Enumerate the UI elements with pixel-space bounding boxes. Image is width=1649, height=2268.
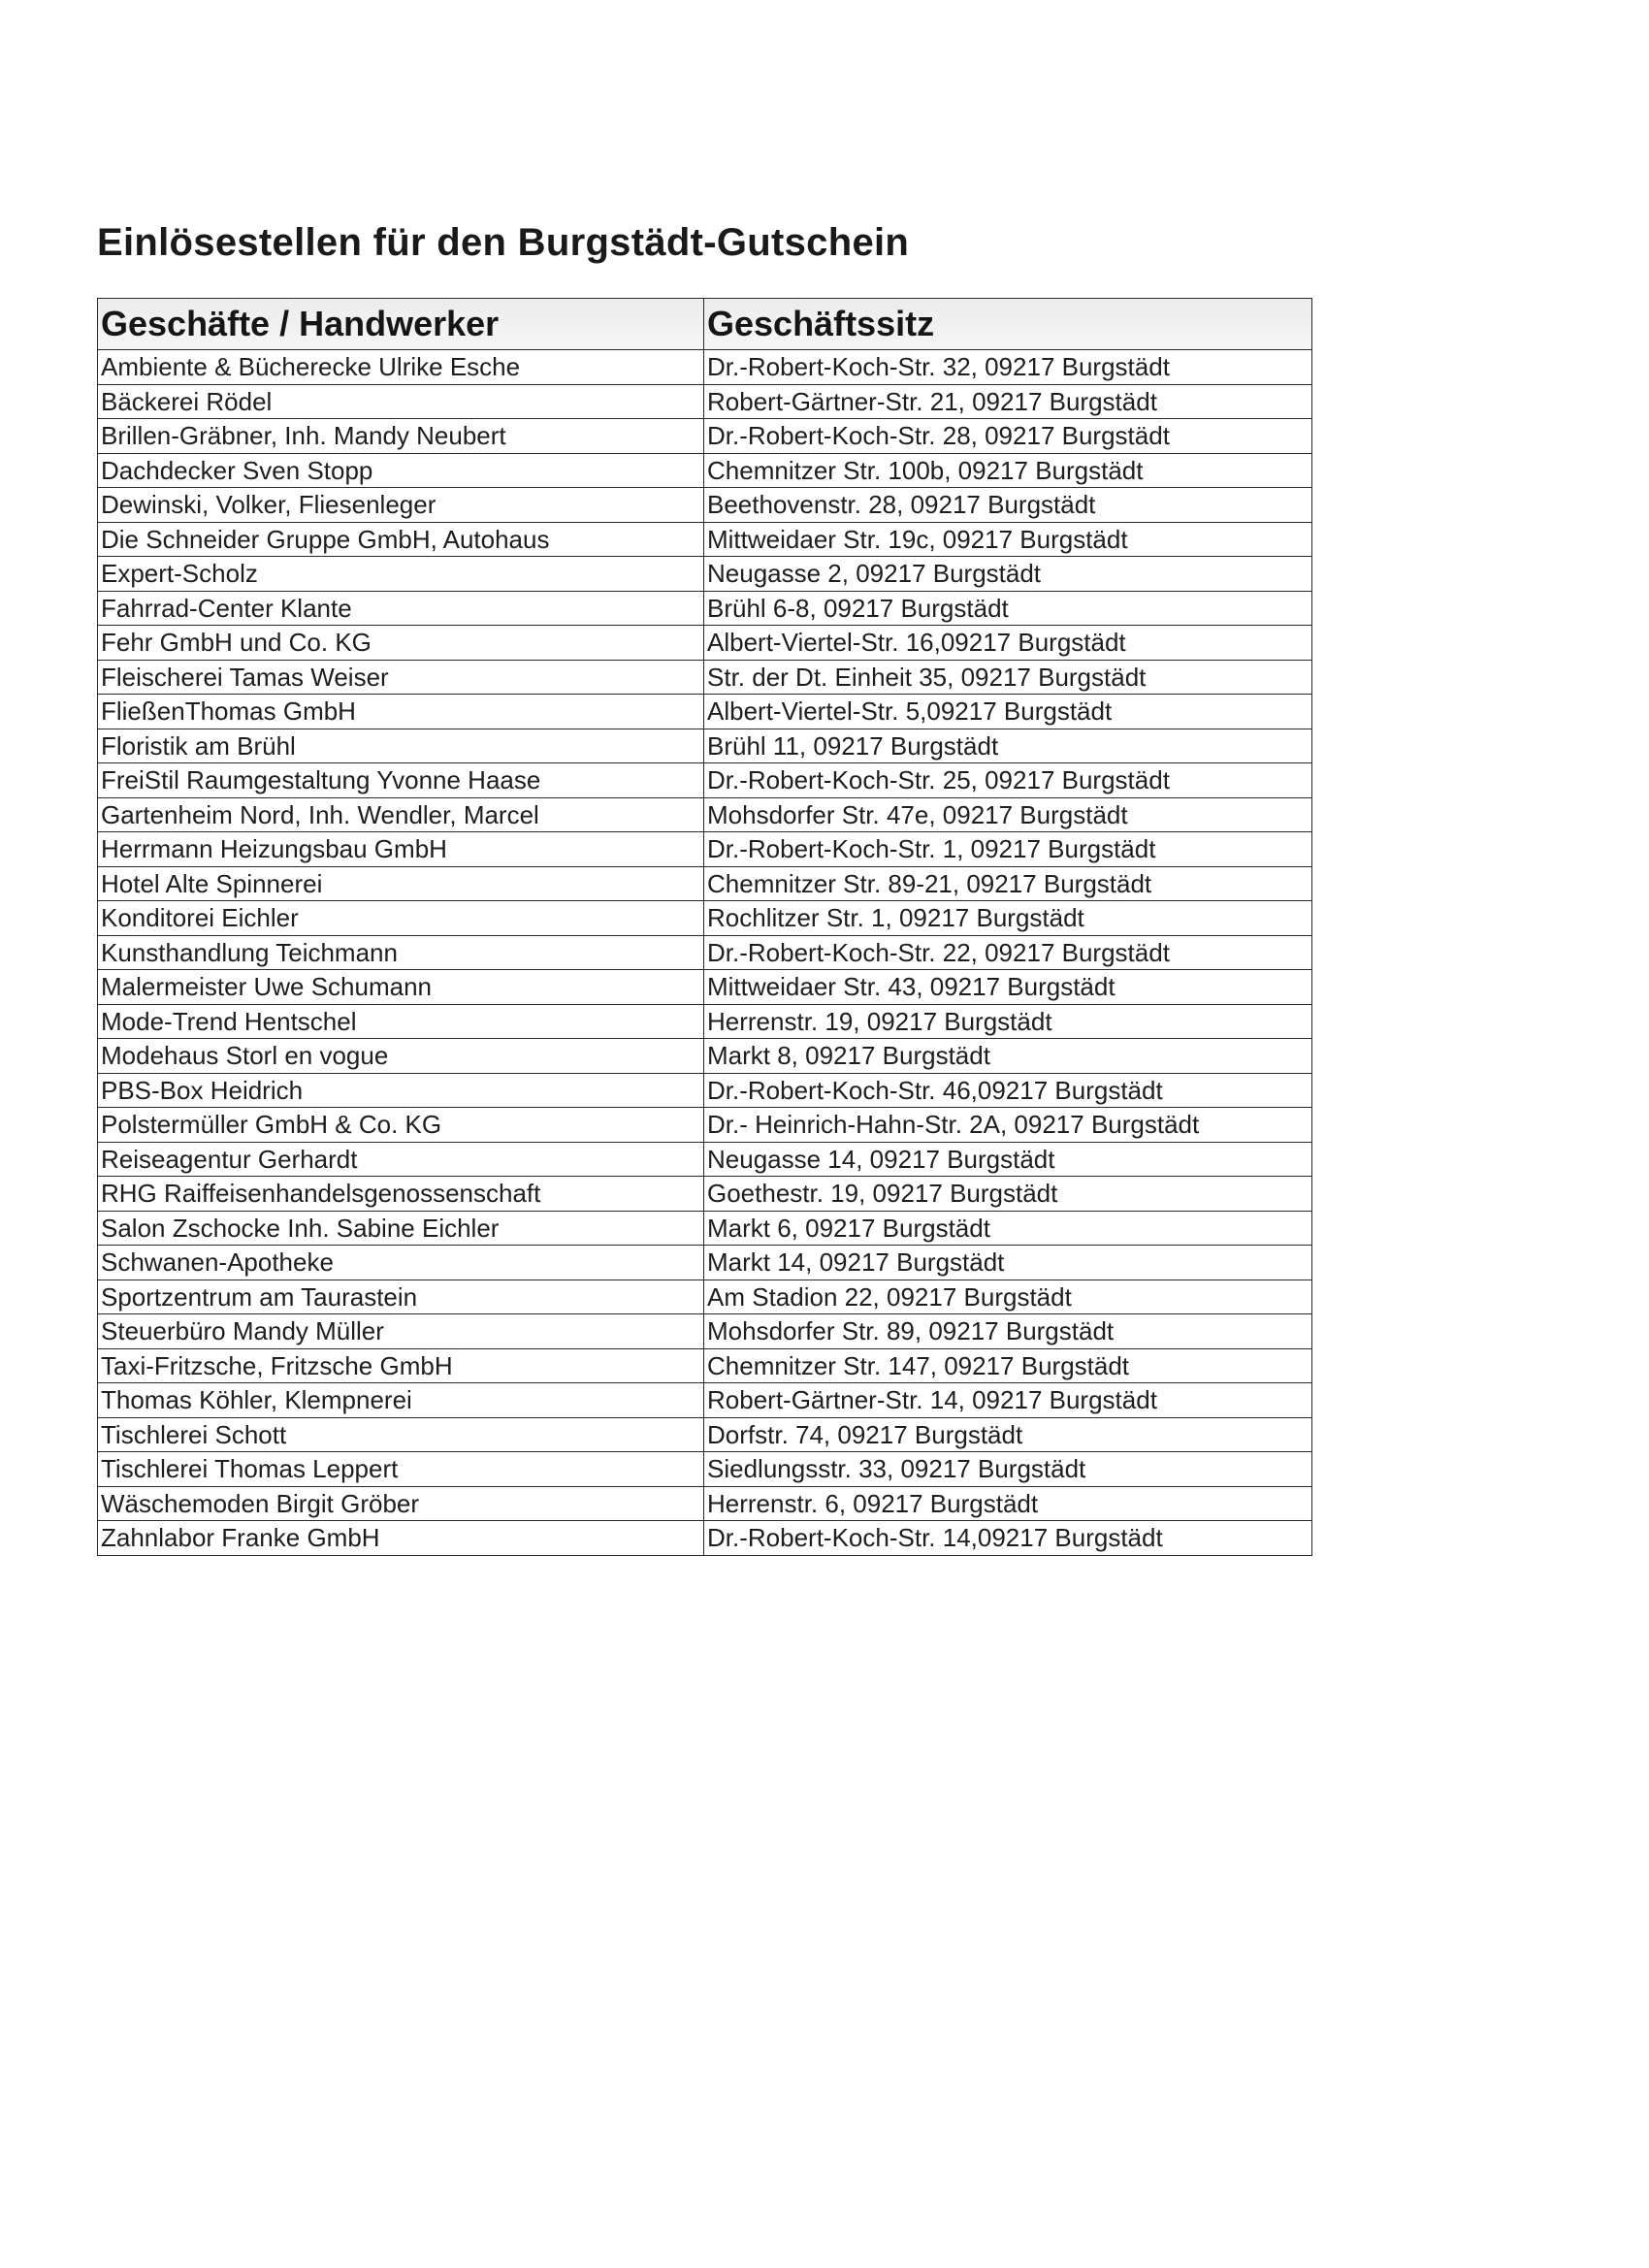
business-name-cell: Taxi-Fritzsche, Fritzsche GmbH — [98, 1348, 704, 1383]
table-row — [98, 1177, 1312, 1212]
table-row — [98, 1039, 1312, 1074]
column-header-business: Geschäfte / Handwerker — [98, 299, 704, 350]
business-address-cell: Herrenstr. 6, 09217 Burgstädt — [704, 1486, 1312, 1521]
business-address-cell: Am Stadion 22, 09217 Burgstädt — [704, 1280, 1312, 1314]
business-name-cell: Schwanen-Apotheke — [98, 1246, 704, 1280]
business-name-cell: Tischlerei Thomas Leppert — [98, 1452, 704, 1487]
business-name-cell: PBS-Box Heidrich — [98, 1073, 704, 1108]
business-address-cell: Mohsdorfer Str. 89, 09217 Burgstädt — [704, 1314, 1312, 1349]
table-row — [98, 350, 1312, 385]
table-row — [98, 660, 1312, 695]
business-address-cell: Dr.-Robert-Koch-Str. 1, 09217 Burgstädt — [704, 832, 1312, 867]
business-name-cell: Konditorei Eichler — [98, 901, 704, 936]
table-row — [98, 1486, 1312, 1521]
business-address-cell: Herrenstr. 19, 09217 Burgstädt — [704, 1004, 1312, 1039]
business-name-cell: Fehr GmbH und Co. KG — [98, 626, 704, 661]
business-address-cell: Markt 8, 09217 Burgstädt — [704, 1039, 1312, 1074]
business-address-cell: Chemnitzer Str. 100b, 09217 Burgstädt — [704, 453, 1312, 488]
table-row — [98, 453, 1312, 488]
business-name-cell: FließenThomas GmbH — [98, 695, 704, 729]
business-address-cell: Dorfstr. 74, 09217 Burgstädt — [704, 1417, 1312, 1452]
table-row — [98, 1246, 1312, 1280]
business-address-cell: Goethestr. 19, 09217 Burgstädt — [704, 1177, 1312, 1212]
business-name-cell: Brillen-Gräbner, Inh. Mandy Neubert — [98, 419, 704, 454]
table-row — [98, 832, 1312, 867]
table-row — [98, 797, 1312, 832]
business-name-cell: FreiStil Raumgestaltung Yvonne Haase — [98, 763, 704, 798]
table-row — [98, 522, 1312, 557]
table-row — [98, 488, 1312, 523]
businesses-table — [97, 298, 1312, 1556]
business-address-cell: Dr.-Robert-Koch-Str. 25, 09217 Burgstädt — [704, 763, 1312, 798]
business-name-cell: Reiseagentur Gerhardt — [98, 1142, 704, 1177]
business-name-cell: Hotel Alte Spinnerei — [98, 866, 704, 901]
business-name-cell: Steuerbüro Mandy Müller — [98, 1314, 704, 1349]
table-header-row — [98, 299, 1312, 350]
business-name-cell: Kunsthandlung Teichmann — [98, 935, 704, 970]
table-row — [98, 1383, 1312, 1418]
table-row — [98, 626, 1312, 661]
page-title: Einlösestellen für den Burgstädt-Gutschein — [97, 221, 910, 264]
business-address-cell: Beethovenstr. 28, 09217 Burgstädt — [704, 488, 1312, 523]
table-row — [98, 901, 1312, 936]
business-address-cell: Mohsdorfer Str. 47e, 09217 Burgstädt — [704, 797, 1312, 832]
business-name-cell: Thomas Köhler, Klempnerei — [98, 1383, 704, 1418]
table-row — [98, 935, 1312, 970]
table-row — [98, 1108, 1312, 1143]
business-address-cell: Albert-Viertel-Str. 16,09217 Burgstädt — [704, 626, 1312, 661]
business-address-cell: Brühl 11, 09217 Burgstädt — [704, 729, 1312, 763]
business-name-cell: Wäschemoden Birgit Gröber — [98, 1486, 704, 1521]
business-address-cell: Mittweidaer Str. 43, 09217 Burgstädt — [704, 970, 1312, 1005]
business-address-cell: Chemnitzer Str. 147, 09217 Burgstädt — [704, 1348, 1312, 1383]
table-row — [98, 729, 1312, 763]
business-name-cell: Dewinski, Volker, Fliesenleger — [98, 488, 704, 523]
business-address-cell: Dr.-Robert-Koch-Str. 22, 09217 Burgstädt — [704, 935, 1312, 970]
business-name-cell: Fleischerei Tamas Weiser — [98, 660, 704, 695]
business-name-cell: Polstermüller GmbH & Co. KG — [98, 1108, 704, 1143]
business-name-cell: Fahrrad-Center Klante — [98, 591, 704, 626]
business-address-cell: Dr.-Robert-Koch-Str. 32, 09217 Burgstädt — [704, 350, 1312, 385]
table-row — [98, 1073, 1312, 1108]
table-body — [98, 350, 1312, 1556]
table-row — [98, 1211, 1312, 1246]
business-name-cell: Gartenheim Nord, Inh. Wendler, Marcel — [98, 797, 704, 832]
business-address-cell: Neugasse 14, 09217 Burgstädt — [704, 1142, 1312, 1177]
business-name-cell: Dachdecker Sven Stopp — [98, 453, 704, 488]
business-name-cell: Salon Zschocke Inh. Sabine Eichler — [98, 1211, 704, 1246]
business-name-cell: Herrmann Heizungsbau GmbH — [98, 832, 704, 867]
business-name-cell: Modehaus Storl en vogue — [98, 1039, 704, 1074]
business-address-cell: Rochlitzer Str. 1, 09217 Burgstädt — [704, 901, 1312, 936]
business-address-cell: Robert-Gärtner-Str. 21, 09217 Burgstädt — [704, 384, 1312, 419]
business-address-cell: Markt 14, 09217 Burgstädt — [704, 1246, 1312, 1280]
business-name-cell: Sportzentrum am Taurastein — [98, 1280, 704, 1314]
table-row — [98, 1314, 1312, 1349]
table-row — [98, 384, 1312, 419]
business-name-cell: Die Schneider Gruppe GmbH, Autohaus — [98, 522, 704, 557]
business-address-cell: Str. der Dt. Einheit 35, 09217 Burgstädt — [704, 660, 1312, 695]
table-row — [98, 1452, 1312, 1487]
business-address-cell: Chemnitzer Str. 89-21, 09217 Burgstädt — [704, 866, 1312, 901]
business-name-cell: Mode-Trend Hentschel — [98, 1004, 704, 1039]
business-name-cell: Zahnlabor Franke GmbH — [98, 1521, 704, 1556]
business-name-cell: Expert-Scholz — [98, 557, 704, 592]
table-row — [98, 419, 1312, 454]
business-address-cell: Siedlungsstr. 33, 09217 Burgstädt — [704, 1452, 1312, 1487]
business-name-cell: Bäckerei Rödel — [98, 384, 704, 419]
table-row — [98, 1280, 1312, 1314]
business-address-cell: Robert-Gärtner-Str. 14, 09217 Burgstädt — [704, 1383, 1312, 1418]
business-name-cell: Malermeister Uwe Schumann — [98, 970, 704, 1005]
business-name-cell: RHG Raiffeisenhandelsgenossenschaft — [98, 1177, 704, 1212]
business-address-cell: Dr.- Heinrich-Hahn-Str. 2A, 09217 Burgstädt — [704, 1108, 1312, 1143]
business-address-cell: Brühl 6-8, 09217 Burgstädt — [704, 591, 1312, 626]
business-name-cell: Floristik am Brühl — [98, 729, 704, 763]
business-address-cell: Albert-Viertel-Str. 5,09217 Burgstädt — [704, 695, 1312, 729]
table-row — [98, 866, 1312, 901]
business-address-cell: Dr.-Robert-Koch-Str. 14,09217 Burgstädt — [704, 1521, 1312, 1556]
table-row — [98, 763, 1312, 798]
table-row — [98, 1348, 1312, 1383]
table-row — [98, 591, 1312, 626]
table-row — [98, 1521, 1312, 1556]
business-name-cell: Tischlerei Schott — [98, 1417, 704, 1452]
business-address-cell: Markt 6, 09217 Burgstädt — [704, 1211, 1312, 1246]
table-row — [98, 557, 1312, 592]
table-row — [98, 1142, 1312, 1177]
business-address-cell: Neugasse 2, 09217 Burgstädt — [704, 557, 1312, 592]
table-row — [98, 695, 1312, 729]
business-address-cell: Dr.-Robert-Koch-Str. 28, 09217 Burgstädt — [704, 419, 1312, 454]
column-header-address: Geschäftssitz — [704, 299, 1312, 350]
table-row — [98, 970, 1312, 1005]
table-row — [98, 1417, 1312, 1452]
business-name-cell: Ambiente & Bücherecke Ulrike Esche — [98, 350, 704, 385]
business-address-cell: Mittweidaer Str. 19c, 09217 Burgstädt — [704, 522, 1312, 557]
business-address-cell: Dr.-Robert-Koch-Str. 46,09217 Burgstädt — [704, 1073, 1312, 1108]
table-row — [98, 1004, 1312, 1039]
